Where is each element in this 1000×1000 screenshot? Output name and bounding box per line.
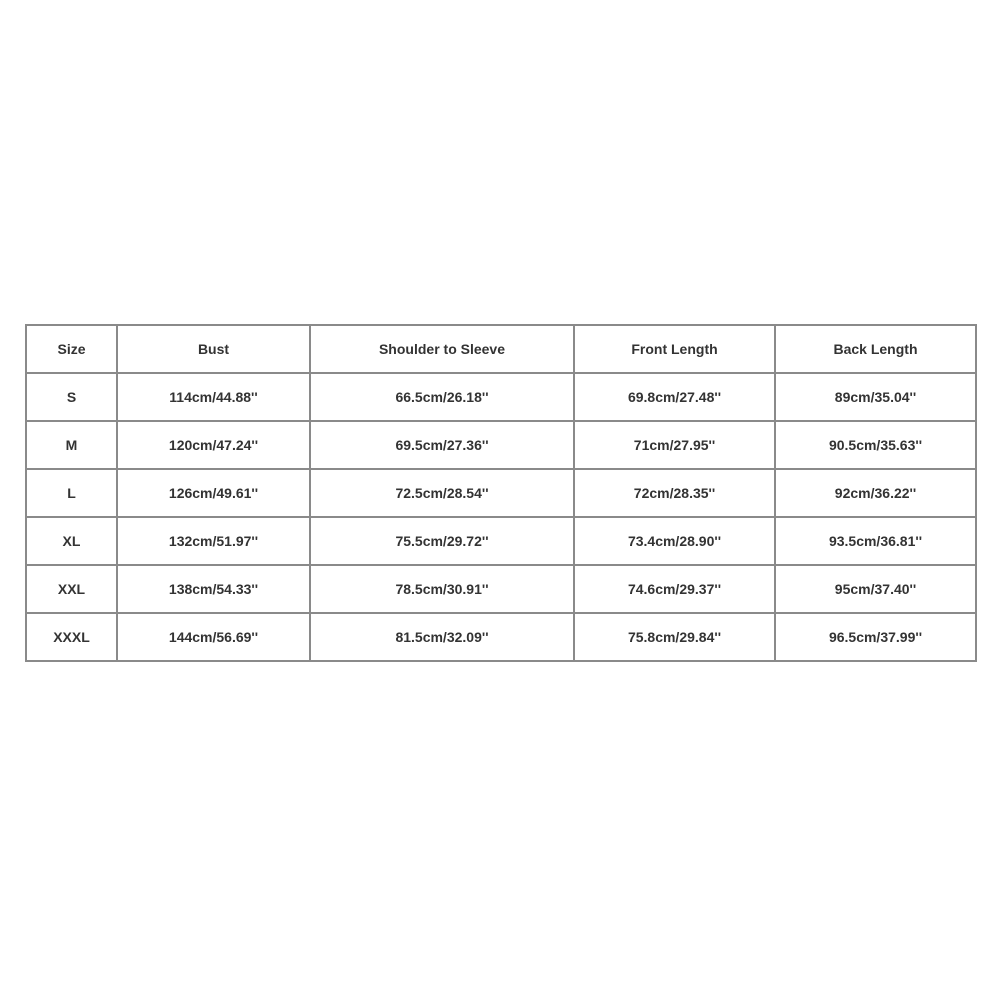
back-length-cell: 92cm/36.22'': [775, 469, 976, 517]
table-row: [26, 517, 976, 565]
shoulder-to-sleeve-cell: 81.5cm/32.09'': [310, 613, 574, 661]
bust-cell: 144cm/56.69'': [117, 613, 310, 661]
front-length-cell: 73.4cm/28.90'': [574, 517, 775, 565]
size-cell: S: [26, 373, 117, 421]
table-row: [26, 565, 976, 613]
bust-cell: 138cm/54.33'': [117, 565, 310, 613]
table-row: [26, 421, 976, 469]
table-row: [26, 469, 976, 517]
shoulder-to-sleeve-cell: 69.5cm/27.36'': [310, 421, 574, 469]
header-size: Size: [26, 325, 117, 373]
size-cell: XXXL: [26, 613, 117, 661]
shoulder-to-sleeve-cell: 72.5cm/28.54'': [310, 469, 574, 517]
shoulder-to-sleeve-cell: 66.5cm/26.18'': [310, 373, 574, 421]
header-front-length: Front Length: [574, 325, 775, 373]
bust-cell: 114cm/44.88'': [117, 373, 310, 421]
back-length-cell: 89cm/35.04'': [775, 373, 976, 421]
bust-cell: 126cm/49.61'': [117, 469, 310, 517]
front-length-cell: 74.6cm/29.37'': [574, 565, 775, 613]
back-length-cell: 95cm/37.40'': [775, 565, 976, 613]
size-chart-table: [25, 324, 977, 662]
shoulder-to-sleeve-cell: 78.5cm/30.91'': [310, 565, 574, 613]
front-length-cell: 75.8cm/29.84'': [574, 613, 775, 661]
bust-cell: 120cm/47.24'': [117, 421, 310, 469]
table-row: [26, 373, 976, 421]
back-length-cell: 93.5cm/36.81'': [775, 517, 976, 565]
size-cell: M: [26, 421, 117, 469]
size-cell: XXL: [26, 565, 117, 613]
size-cell: XL: [26, 517, 117, 565]
front-length-cell: 72cm/28.35'': [574, 469, 775, 517]
table-header: [26, 325, 976, 373]
header-row: [26, 325, 976, 373]
back-length-cell: 96.5cm/37.99'': [775, 613, 976, 661]
header-bust: Bust: [117, 325, 310, 373]
bust-cell: 132cm/51.97'': [117, 517, 310, 565]
back-length-cell: 90.5cm/35.63'': [775, 421, 976, 469]
size-cell: L: [26, 469, 117, 517]
shoulder-to-sleeve-cell: 75.5cm/29.72'': [310, 517, 574, 565]
front-length-cell: 69.8cm/27.48'': [574, 373, 775, 421]
table-body: [26, 373, 976, 661]
front-length-cell: 71cm/27.95'': [574, 421, 775, 469]
header-back-length: Back Length: [775, 325, 976, 373]
table-row: [26, 613, 976, 661]
header-shoulder-to-sleeve: Shoulder to Sleeve: [310, 325, 574, 373]
